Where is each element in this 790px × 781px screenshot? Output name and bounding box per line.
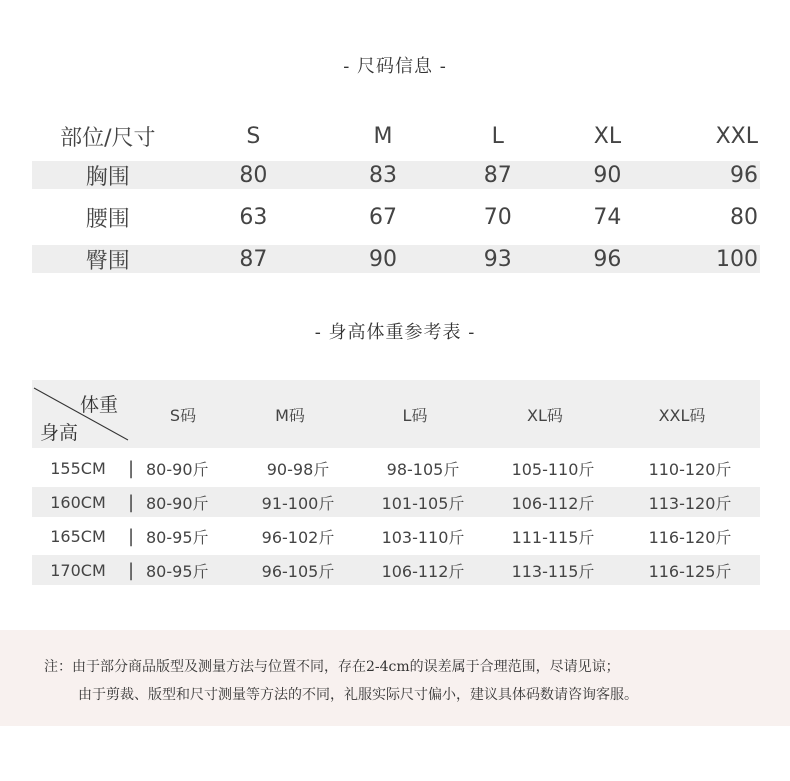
height-cell: 160CM <box>50 492 106 512</box>
table-row <box>32 161 760 189</box>
cell: 90 <box>593 162 622 188</box>
separator: | <box>127 491 135 513</box>
cell: 116-125斤 <box>648 561 732 581</box>
corner-cell <box>32 380 130 448</box>
cell: 96-105斤 <box>261 561 335 581</box>
header-s: S <box>246 123 261 149</box>
row-label: 臀围 <box>85 248 130 274</box>
header-s: S码 <box>169 405 197 425</box>
size-info-title: - 尺码信息 - <box>343 56 447 77</box>
row-label: 腰围 <box>85 206 130 232</box>
header-l: L码 <box>402 405 428 425</box>
cell: 113-120斤 <box>648 493 732 513</box>
header-m: M码 <box>275 405 305 425</box>
cell: 74 <box>593 204 622 230</box>
cell: 90-98斤 <box>266 459 330 479</box>
weight-table-header <box>32 380 760 448</box>
cell: 103-110斤 <box>381 527 465 547</box>
height-weight-title: - 身高体重参考表 - <box>314 322 476 343</box>
table-row <box>32 487 760 517</box>
cell: 87 <box>483 162 512 188</box>
cell: 80-90斤 <box>146 459 209 479</box>
corner-weight-label: 体重 <box>80 394 119 416</box>
cell: 96 <box>593 246 622 272</box>
cell: 83 <box>369 162 398 188</box>
cell: 91-100斤 <box>261 493 335 513</box>
cell: 106-112斤 <box>511 493 595 513</box>
cell: 63 <box>239 204 268 230</box>
separator: | <box>127 457 135 479</box>
header-xl: XL <box>593 123 622 149</box>
table-row <box>32 245 760 273</box>
header-m: M <box>373 123 393 149</box>
height-cell: 170CM <box>50 560 106 580</box>
cell: 96-102斤 <box>261 527 335 547</box>
separator: | <box>127 525 135 547</box>
cell: 96 <box>730 162 758 188</box>
cell: 80-95斤 <box>146 561 209 581</box>
note-line-2: 由于剪裁、版型和尺寸测量等方法的不同，礼服实际尺寸偏小，建议具体码数请咨询客服。 <box>78 687 638 703</box>
header-l: L <box>491 123 504 149</box>
row-label: 胸围 <box>85 164 130 190</box>
header-xl: XL码 <box>527 405 563 425</box>
separator: | <box>127 559 135 581</box>
height-cell: 155CM <box>50 458 106 478</box>
cell: 80-90斤 <box>146 493 209 513</box>
cell: 110-120斤 <box>648 459 732 479</box>
cell: 67 <box>369 204 398 230</box>
cell: 70 <box>483 204 512 230</box>
cell: 87 <box>239 246 268 272</box>
cell: 90 <box>369 246 398 272</box>
note-panel <box>0 630 790 726</box>
cell: 113-115斤 <box>511 561 595 581</box>
height-weight-table <box>32 380 760 589</box>
cell: 80-95斤 <box>146 527 209 547</box>
cell: 105-110斤 <box>511 459 595 479</box>
size-table <box>32 118 760 280</box>
cell: 80 <box>239 162 268 188</box>
table-row <box>32 196 760 238</box>
cell: 111-115斤 <box>511 527 595 547</box>
cell: 80 <box>730 204 758 230</box>
table-row <box>32 521 760 551</box>
note-line-1: 注：由于部分商品版型及测量方法与位置不同，存在2-4cm的误差属于合理范围，尽请见谅； <box>44 659 620 675</box>
header-xxl: XXL <box>715 123 758 149</box>
cell: 100 <box>716 246 758 272</box>
size-table-header <box>32 118 760 154</box>
table-row <box>32 453 760 483</box>
header-part: 部位/尺寸 <box>60 125 156 151</box>
header-xxl: XXL码 <box>658 405 706 425</box>
cell: 106-112斤 <box>381 561 465 581</box>
corner-height-label: 身高 <box>40 422 79 444</box>
cell: 93 <box>483 246 512 272</box>
table-row <box>32 555 760 585</box>
cell: 98-105斤 <box>386 459 460 479</box>
cell: 101-105斤 <box>381 493 465 513</box>
height-cell: 165CM <box>50 526 106 546</box>
cell: 116-120斤 <box>648 527 732 547</box>
